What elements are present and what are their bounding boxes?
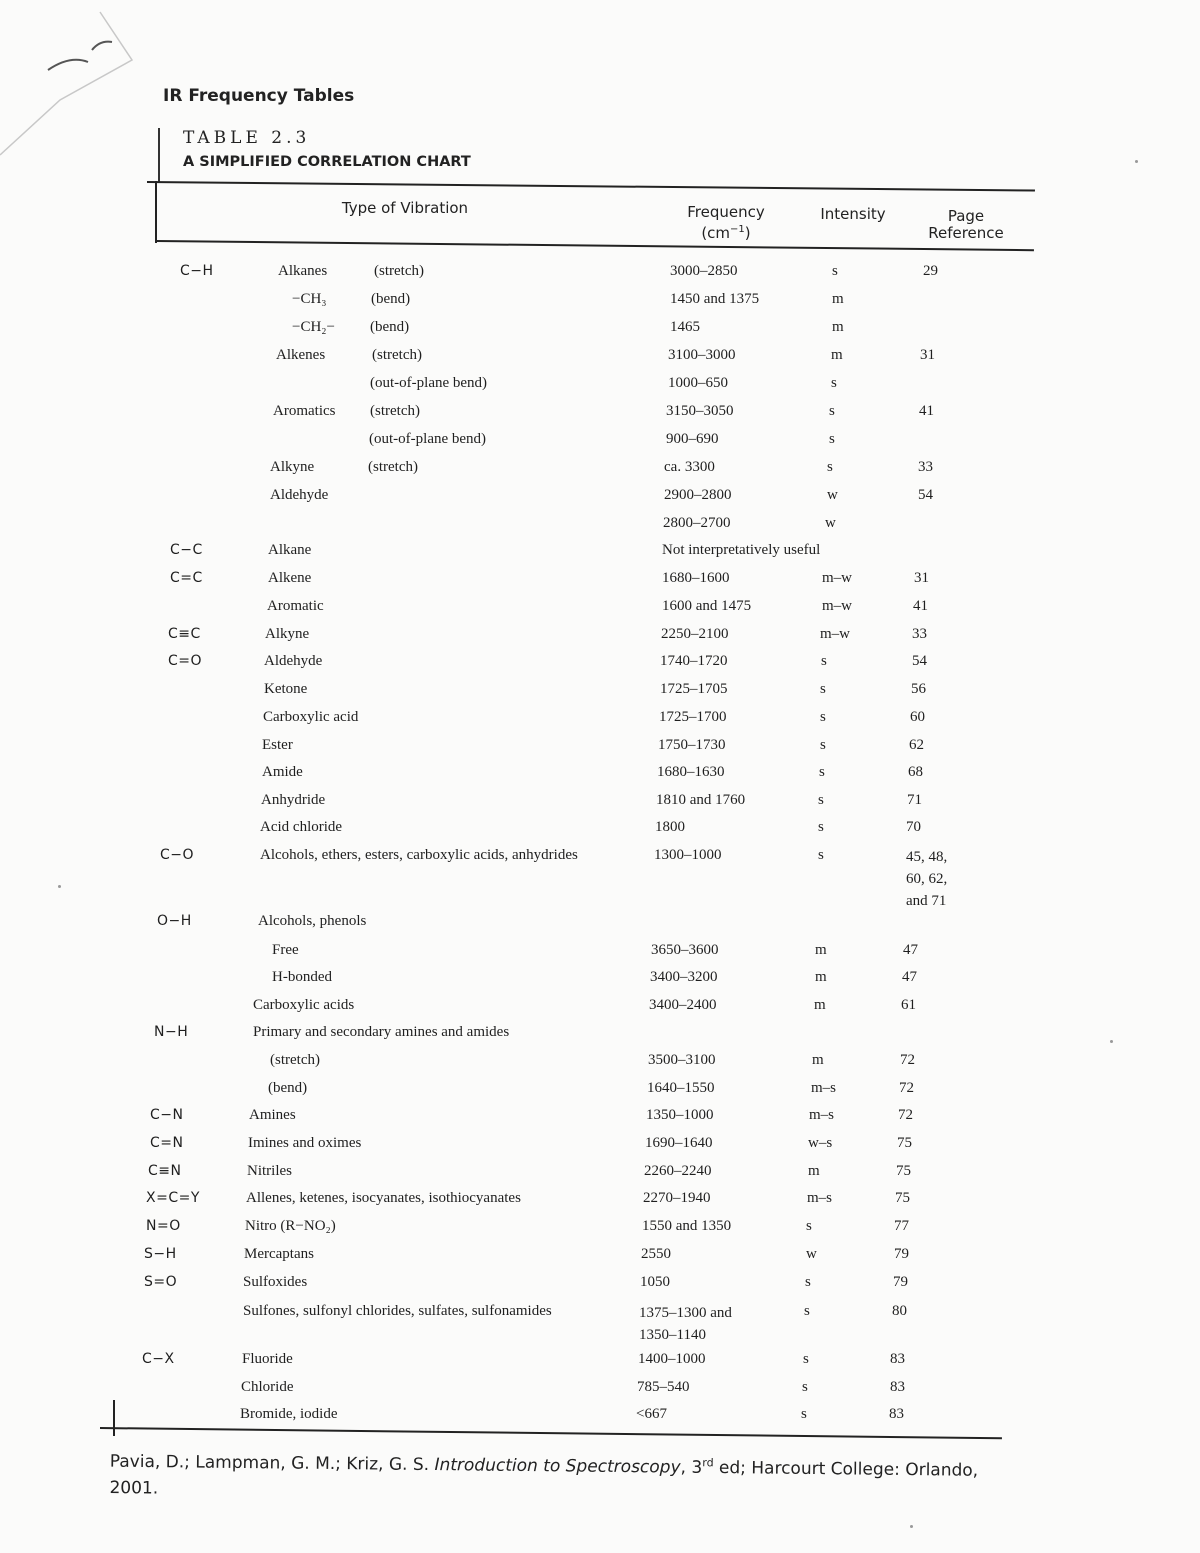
row-frequency: 1375–1300 and 1350–1140: [639, 1305, 732, 1343]
row-page-reference: 33: [912, 626, 927, 642]
header-page-reference: [916, 208, 1016, 242]
row-bond: C−X: [142, 1351, 175, 1367]
row-frequency: <667: [636, 1406, 667, 1422]
row-compound-class: (stretch): [270, 1052, 320, 1068]
row-frequency: 1680–1630: [657, 764, 725, 780]
row-intensity: m: [831, 347, 843, 363]
row-frequency: 1350–1000: [646, 1107, 714, 1123]
row-intensity: s: [829, 403, 835, 419]
row-compound-class: Alkene: [268, 570, 312, 586]
row-compound-class: Chloride: [241, 1379, 294, 1395]
row-bond: C=N: [150, 1135, 184, 1151]
header-bottom-rule: [156, 240, 1034, 251]
header-frequency-unit-close: ): [744, 224, 751, 242]
row-vibration-mode: (bend): [370, 319, 410, 335]
row-intensity: w: [806, 1246, 817, 1262]
row-compound-class: Alcohols, phenols: [258, 913, 367, 929]
row-frequency: 2270–1940: [643, 1190, 711, 1206]
row-intensity: m–s: [811, 1080, 837, 1096]
row-page-reference: 83: [890, 1351, 905, 1367]
row-bond: C≡N: [148, 1163, 182, 1179]
row-intensity: s: [819, 764, 825, 780]
row-frequency: 1750–1730: [658, 737, 726, 753]
row-bond: C=O: [168, 653, 203, 669]
row-vibration-mode: (out-of-plane bend): [370, 375, 488, 391]
row-page-reference: 77: [894, 1218, 909, 1234]
row-intensity: s: [804, 1303, 810, 1319]
row-frequency: 2260–2240: [644, 1163, 712, 1179]
row-compound-class: Alcohols, ethers, esters, carboxylic acids, anhydrides: [260, 847, 578, 863]
row-frequency: 3000–2850: [670, 263, 738, 279]
row-frequency: 2900–2800: [664, 487, 732, 503]
row-intensity: w: [827, 487, 838, 503]
citation-book-title: Introduction to Spectroscopy: [434, 1455, 681, 1478]
citation-publisher: ed; Harcourt College: Orlando,: [718, 1458, 979, 1481]
row-frequency: 2550: [641, 1246, 671, 1262]
row-compound-class: Nitriles: [247, 1163, 292, 1179]
row-frequency: 3400–2400: [649, 997, 717, 1013]
table-number: TABLE 2.3: [183, 128, 311, 148]
row-compound-class: Ester: [262, 737, 293, 753]
row-intensity: s: [829, 431, 835, 447]
row-compound-class: Primary and secondary amines and amides: [253, 1024, 510, 1040]
row-page-reference: 62: [909, 737, 924, 753]
row-intensity: s: [820, 681, 826, 697]
row-intensity: s: [805, 1274, 811, 1290]
header-page-label: Page: [947, 207, 985, 225]
row-frequency: 2800–2700: [663, 515, 731, 531]
row-intensity: s: [818, 819, 824, 835]
scan-speck: [58, 885, 61, 888]
row-frequency: 3650–3600: [651, 942, 719, 958]
row-compound-class: Alkyne: [270, 459, 315, 475]
header-frequency-unit: (cm: [701, 224, 731, 242]
row-compound-class: Sulfoxides: [243, 1274, 308, 1290]
citation-footer: Pavia, D.; Lampman, G. M.; Kriz, G. S. Introduction to Spectroscopy, 3rd ed; Harcourt College: Orlando, 2001.: [109, 1451, 979, 1499]
row-intensity: m: [815, 969, 827, 985]
row-frequency: 1600 and 1475: [662, 598, 752, 614]
torn-corner-mark: [0, 0, 140, 160]
citation-authors: Pavia, D.; Lampman, G. M.; Kriz, G. S.: [109, 1451, 430, 1475]
document-title: IR Frequency Tables: [163, 86, 355, 106]
row-frequency: 1680–1600: [662, 570, 730, 586]
row-frequency: 1465: [670, 319, 700, 335]
row-intensity: m–s: [809, 1107, 835, 1123]
row-frequency: 3400–3200: [650, 969, 718, 985]
row-intensity: s: [821, 653, 827, 669]
row-intensity: s: [818, 847, 824, 863]
row-bond: S−H: [144, 1246, 177, 1262]
row-vibration-mode: (stretch): [368, 459, 418, 475]
row-compound-class: Ketone: [264, 681, 308, 697]
row-page-reference: 70: [906, 819, 921, 835]
row-page-reference: 56: [911, 681, 926, 697]
row-frequency: 1725–1705: [660, 681, 728, 697]
row-page-reference: 60: [910, 709, 925, 725]
row-compound-class: Allenes, ketenes, isocyanates, isothiocyanates: [246, 1190, 521, 1206]
row-page-reference: 83: [889, 1406, 904, 1422]
row-intensity: m: [808, 1163, 820, 1179]
row-intensity: m: [815, 942, 827, 958]
row-bond: C=C: [170, 570, 203, 586]
row-page-reference: 47: [903, 942, 918, 958]
row-frequency: 1400–1000: [638, 1351, 706, 1367]
header-frequency-unit-exp: −1: [730, 224, 745, 235]
row-compound-class: Nitro (R−NO₂): [245, 1218, 336, 1234]
row-frequency: 1640–1550: [647, 1080, 715, 1096]
row-frequency: Not interpretatively useful: [662, 542, 821, 558]
row-compound-class: −CH₂−: [292, 319, 335, 335]
row-bond: N=O: [146, 1218, 181, 1234]
row-vibration-mode: (stretch): [370, 403, 420, 419]
row-frequency: 1300–1000: [654, 847, 722, 863]
row-frequency: 2250–2100: [661, 626, 729, 642]
header-type-of-vibration: Type of Vibration: [341, 199, 469, 217]
row-compound-class: Carboxylic acids: [253, 997, 355, 1013]
row-page-reference: 31: [914, 570, 929, 586]
row-intensity: s: [802, 1379, 808, 1395]
row-bond: C−H: [180, 263, 214, 279]
row-bond: C≡C: [168, 626, 201, 642]
row-frequency: 3100–3000: [668, 347, 736, 363]
row-frequency: 1000–650: [668, 375, 728, 391]
row-intensity: s: [806, 1218, 812, 1234]
row-intensity: m: [814, 997, 826, 1013]
row-page-reference: 71: [907, 792, 922, 808]
row-intensity: m: [812, 1052, 824, 1068]
row-page-reference: 45, 48, 60, 62, and 71: [906, 849, 948, 909]
row-compound-class: Carboxylic acid: [263, 709, 359, 725]
row-bond: O−H: [157, 913, 192, 929]
table-top-rule: [147, 181, 1035, 192]
row-compound-class: Alkanes: [278, 263, 328, 279]
row-frequency: 1725–1700: [659, 709, 727, 725]
row-compound-class: Imines and oximes: [248, 1135, 362, 1151]
table-subtitle: A SIMPLIFIED CORRELATION CHART: [183, 154, 471, 170]
row-compound-class: Alkenes: [276, 347, 326, 363]
row-compound-class: Alkyne: [265, 626, 310, 642]
row-frequency: 1740–1720: [660, 653, 728, 669]
row-page-reference: 80: [892, 1303, 907, 1319]
row-intensity: w: [825, 515, 836, 531]
row-compound-class: Aromatic: [267, 598, 324, 614]
row-bond: C−C: [170, 542, 203, 558]
header-reference-label: Reference: [928, 224, 1004, 242]
row-page-reference: 41: [913, 598, 928, 614]
scan-speck: [1135, 160, 1138, 163]
row-compound-class: Acid chloride: [260, 819, 343, 835]
row-intensity: m–w: [822, 598, 852, 614]
row-vibration-mode: (stretch): [372, 347, 422, 363]
row-page-reference: 47: [902, 969, 917, 985]
row-compound-class: H-bonded: [272, 969, 332, 985]
row-intensity: m–w: [822, 570, 852, 586]
row-compound-class: Aldehyde: [264, 653, 323, 669]
row-page-reference: 61: [901, 997, 916, 1013]
row-page-reference: 83: [890, 1379, 905, 1395]
row-compound-class: Aromatics: [273, 403, 336, 419]
row-page-reference: 72: [899, 1080, 914, 1096]
row-compound-class: −CH₃: [292, 291, 327, 307]
row-intensity: m: [832, 319, 844, 335]
row-compound-class: Amines: [249, 1107, 296, 1123]
row-page-reference: 72: [898, 1107, 913, 1123]
row-page-reference: 54: [918, 487, 933, 503]
row-frequency: 785–540: [637, 1379, 690, 1395]
row-compound-class: Sulfones, sulfonyl chlorides, sulfates, sulfonamides: [243, 1303, 552, 1319]
row-bond: N−H: [154, 1024, 189, 1040]
header-frequency-label: Frequency: [687, 203, 765, 221]
row-vibration-mode: (stretch): [374, 263, 424, 279]
row-compound-class: Bromide, iodide: [240, 1406, 338, 1422]
table-side-rule: [158, 128, 160, 182]
row-intensity: m–w: [820, 626, 850, 642]
row-compound-class: (bend): [268, 1080, 308, 1096]
row-frequency: 1690–1640: [645, 1135, 713, 1151]
row-page-reference: 75: [897, 1135, 912, 1151]
header-frequency: [666, 204, 786, 242]
row-page-reference: 29: [923, 263, 938, 279]
row-page-reference: 75: [896, 1163, 911, 1179]
row-frequency: 1050: [640, 1274, 670, 1290]
scan-speck: [1110, 1040, 1113, 1043]
row-page-reference: 72: [900, 1052, 915, 1068]
row-intensity: s: [818, 792, 824, 808]
row-page-reference: 31: [920, 347, 935, 363]
row-page-reference: 79: [894, 1246, 909, 1262]
row-compound-class: Anhydride: [261, 792, 326, 808]
scan-speck: [910, 1525, 913, 1528]
row-frequency: 1800: [655, 819, 685, 835]
row-bond: C−O: [160, 847, 195, 863]
row-frequency: 1550 and 1350: [642, 1218, 732, 1234]
row-page-reference: 68: [908, 764, 923, 780]
row-frequency: 3500–3100: [648, 1052, 716, 1068]
row-compound-class: Alkane: [268, 542, 312, 558]
row-intensity: m–s: [807, 1190, 833, 1206]
row-frequency: 1810 and 1760: [656, 792, 746, 808]
row-page-reference: 79: [893, 1274, 908, 1290]
citation-edition-suffix: rd: [702, 1456, 714, 1470]
row-intensity: s: [820, 737, 826, 753]
row-compound-class: Free: [272, 942, 299, 958]
row-vibration-mode: (bend): [371, 291, 411, 307]
row-intensity: s: [831, 375, 837, 391]
table-left-rule: [155, 181, 157, 243]
row-intensity: w–s: [808, 1135, 833, 1151]
row-compound-class: Aldehyde: [270, 487, 329, 503]
citation-year: 2001.: [109, 1477, 159, 1499]
row-page-reference: 75: [895, 1190, 910, 1206]
row-vibration-mode: (out-of-plane bend): [369, 431, 487, 447]
row-compound-class: Mercaptans: [244, 1246, 314, 1262]
row-bond: C−N: [150, 1107, 184, 1123]
row-bond: S=O: [144, 1274, 178, 1290]
table-left-rule-lower: [113, 1400, 115, 1436]
row-frequency: ca. 3300: [664, 459, 715, 475]
row-bond: X=C=Y: [146, 1190, 200, 1206]
row-compound-class: Fluoride: [242, 1351, 293, 1367]
row-compound-class: Amide: [262, 764, 303, 780]
row-intensity: s: [827, 459, 833, 475]
row-frequency: 900–690: [666, 431, 719, 447]
row-page-reference: 41: [919, 403, 934, 419]
row-frequency: 1450 and 1375: [670, 291, 760, 307]
header-intensity: Intensity: [820, 205, 886, 223]
citation-edition-number: 3: [691, 1457, 703, 1478]
row-frequency: 3150–3050: [666, 403, 734, 419]
row-intensity: s: [832, 263, 838, 279]
row-intensity: s: [801, 1406, 807, 1422]
table-bottom-rule: [100, 1427, 1002, 1439]
row-page-reference: 54: [912, 653, 927, 669]
row-intensity: m: [832, 291, 844, 307]
row-page-reference: 33: [918, 459, 933, 475]
row-intensity: s: [820, 709, 826, 725]
row-intensity: s: [803, 1351, 809, 1367]
